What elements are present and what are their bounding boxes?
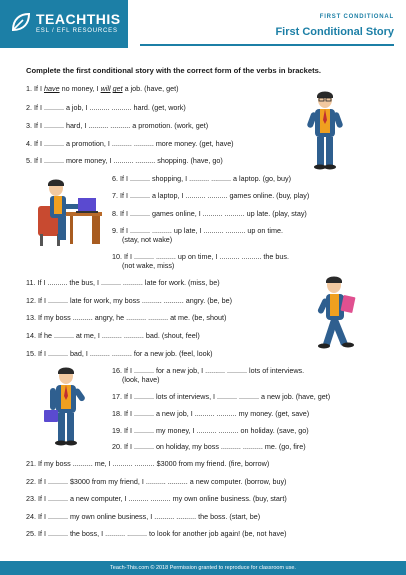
instructions: Complete the first conditional story with the correct form of the verbs in brackets. bbox=[26, 66, 321, 75]
man-at-desk-illustration bbox=[30, 176, 104, 248]
q1-mid: no money, I bbox=[59, 84, 101, 93]
logo bbox=[0, 0, 128, 48]
logo-text: TEACHTHIS bbox=[36, 11, 121, 27]
question-24: 24. If I .......... my own online business, I .......... .......... the boss. (start, be) bbox=[26, 512, 261, 521]
category-label: FIRST CONDITIONAL bbox=[319, 14, 394, 20]
question-13: 13. If my boss .......... angry, he .......... .......... at me. (be, shout) bbox=[26, 313, 227, 322]
question-11: 11. If I .......... the bus, I .......... .......... late for work. (miss, be) bbox=[26, 278, 220, 287]
question-4: 4. If I .......... a promotion, I .......... .......... more money. (get, have) bbox=[26, 139, 234, 148]
man-walking-illustration bbox=[312, 276, 362, 350]
question-16: 16. If I .......... for a new job, I .......... .......... lots of interviews. bbox=[112, 366, 305, 375]
question-16-verbs: (look, have) bbox=[122, 375, 160, 384]
question-25: 25. If I .......... the boss, I .......... .......... to look for another job again! (be, not have) bbox=[26, 529, 287, 538]
question-7: 7. If I .......... a laptop, I .......... .......... games online. (buy, play) bbox=[112, 191, 310, 200]
q1-answer-will: will bbox=[100, 84, 111, 93]
header-right bbox=[275, 14, 394, 38]
header-divider bbox=[140, 44, 394, 46]
question-2: 2. If I .......... a job, I .......... .......... hard. (get, work) bbox=[26, 103, 186, 112]
question-10: 10. If I .......... .......... up on time, I .......... .......... the bus. bbox=[112, 252, 289, 261]
question-20: 20. If I .......... on holiday, my boss .......... .......... me. (go, fire) bbox=[112, 442, 306, 451]
question-17: 17. If I .......... lots of interviews, I .......... .......... a new job. (have, get) bbox=[112, 392, 331, 401]
question-1 bbox=[26, 84, 179, 93]
question-6: 6. If I .......... shopping, I .......... .......... a laptop. (go, buy) bbox=[112, 174, 291, 183]
question-21: 21. If my boss .......... me, I .......... .......... $3000 from my friend. (fire, borrow) bbox=[26, 459, 270, 468]
question-12: 12. If I .......... late for work, my boss .......... .......... angry. (be, be) bbox=[26, 296, 232, 305]
page-header bbox=[0, 0, 406, 48]
question-23: 23. If I .......... a new computer, I .......... .......... my own online business. (buy, start) bbox=[26, 494, 287, 503]
logo-subtitle: ESL / EFL RESOURCES bbox=[36, 28, 118, 34]
question-8: 8. If I .......... games online, I .......... .......... up late. (play, stay) bbox=[112, 209, 307, 218]
question-19: 19. If I .......... my money, I .......... .......... on holiday. (save, go) bbox=[112, 426, 309, 435]
question-9-verbs: (stay, not wake) bbox=[122, 235, 173, 244]
logo-leaf-icon bbox=[10, 11, 32, 33]
q1-answer-have: have bbox=[43, 84, 60, 93]
businessman-standing-illustration bbox=[300, 90, 350, 170]
page-footer: Teach-This.com © 2018 Permission granted to reproduce for classroom use. bbox=[0, 561, 406, 575]
q1-post: a job. (have, get) bbox=[122, 84, 179, 93]
question-14: 14. If he .......... at me, I .......... .......... bad. (shout, feel) bbox=[26, 331, 200, 340]
question-10-verbs: (not wake, miss) bbox=[122, 261, 175, 270]
page-title: First Conditional Story bbox=[275, 26, 394, 38]
q1-pre: 1. If I bbox=[26, 84, 44, 93]
question-22: 22. If I .......... $3000 from my friend, I .......... .......... a new computer. (borrow, buy) bbox=[26, 477, 287, 486]
question-18: 18. If I .......... a new job, I .......... .......... my money. (get, save) bbox=[112, 409, 310, 418]
man-with-briefcase-illustration bbox=[40, 366, 92, 446]
question-9: 9. If I .......... .......... up late, I .......... .......... up on time. bbox=[112, 226, 283, 235]
q1-answer-get: get bbox=[112, 84, 123, 93]
question-15: 15. If I .......... bad, I .......... .......... for a new job. (feel, look) bbox=[26, 349, 213, 358]
question-3: 3. If I .......... hard, I .......... .......... a promotion. (work, get) bbox=[26, 121, 209, 130]
question-5: 5. If I .......... more money, I .......... .......... shopping. (have, go) bbox=[26, 156, 223, 165]
